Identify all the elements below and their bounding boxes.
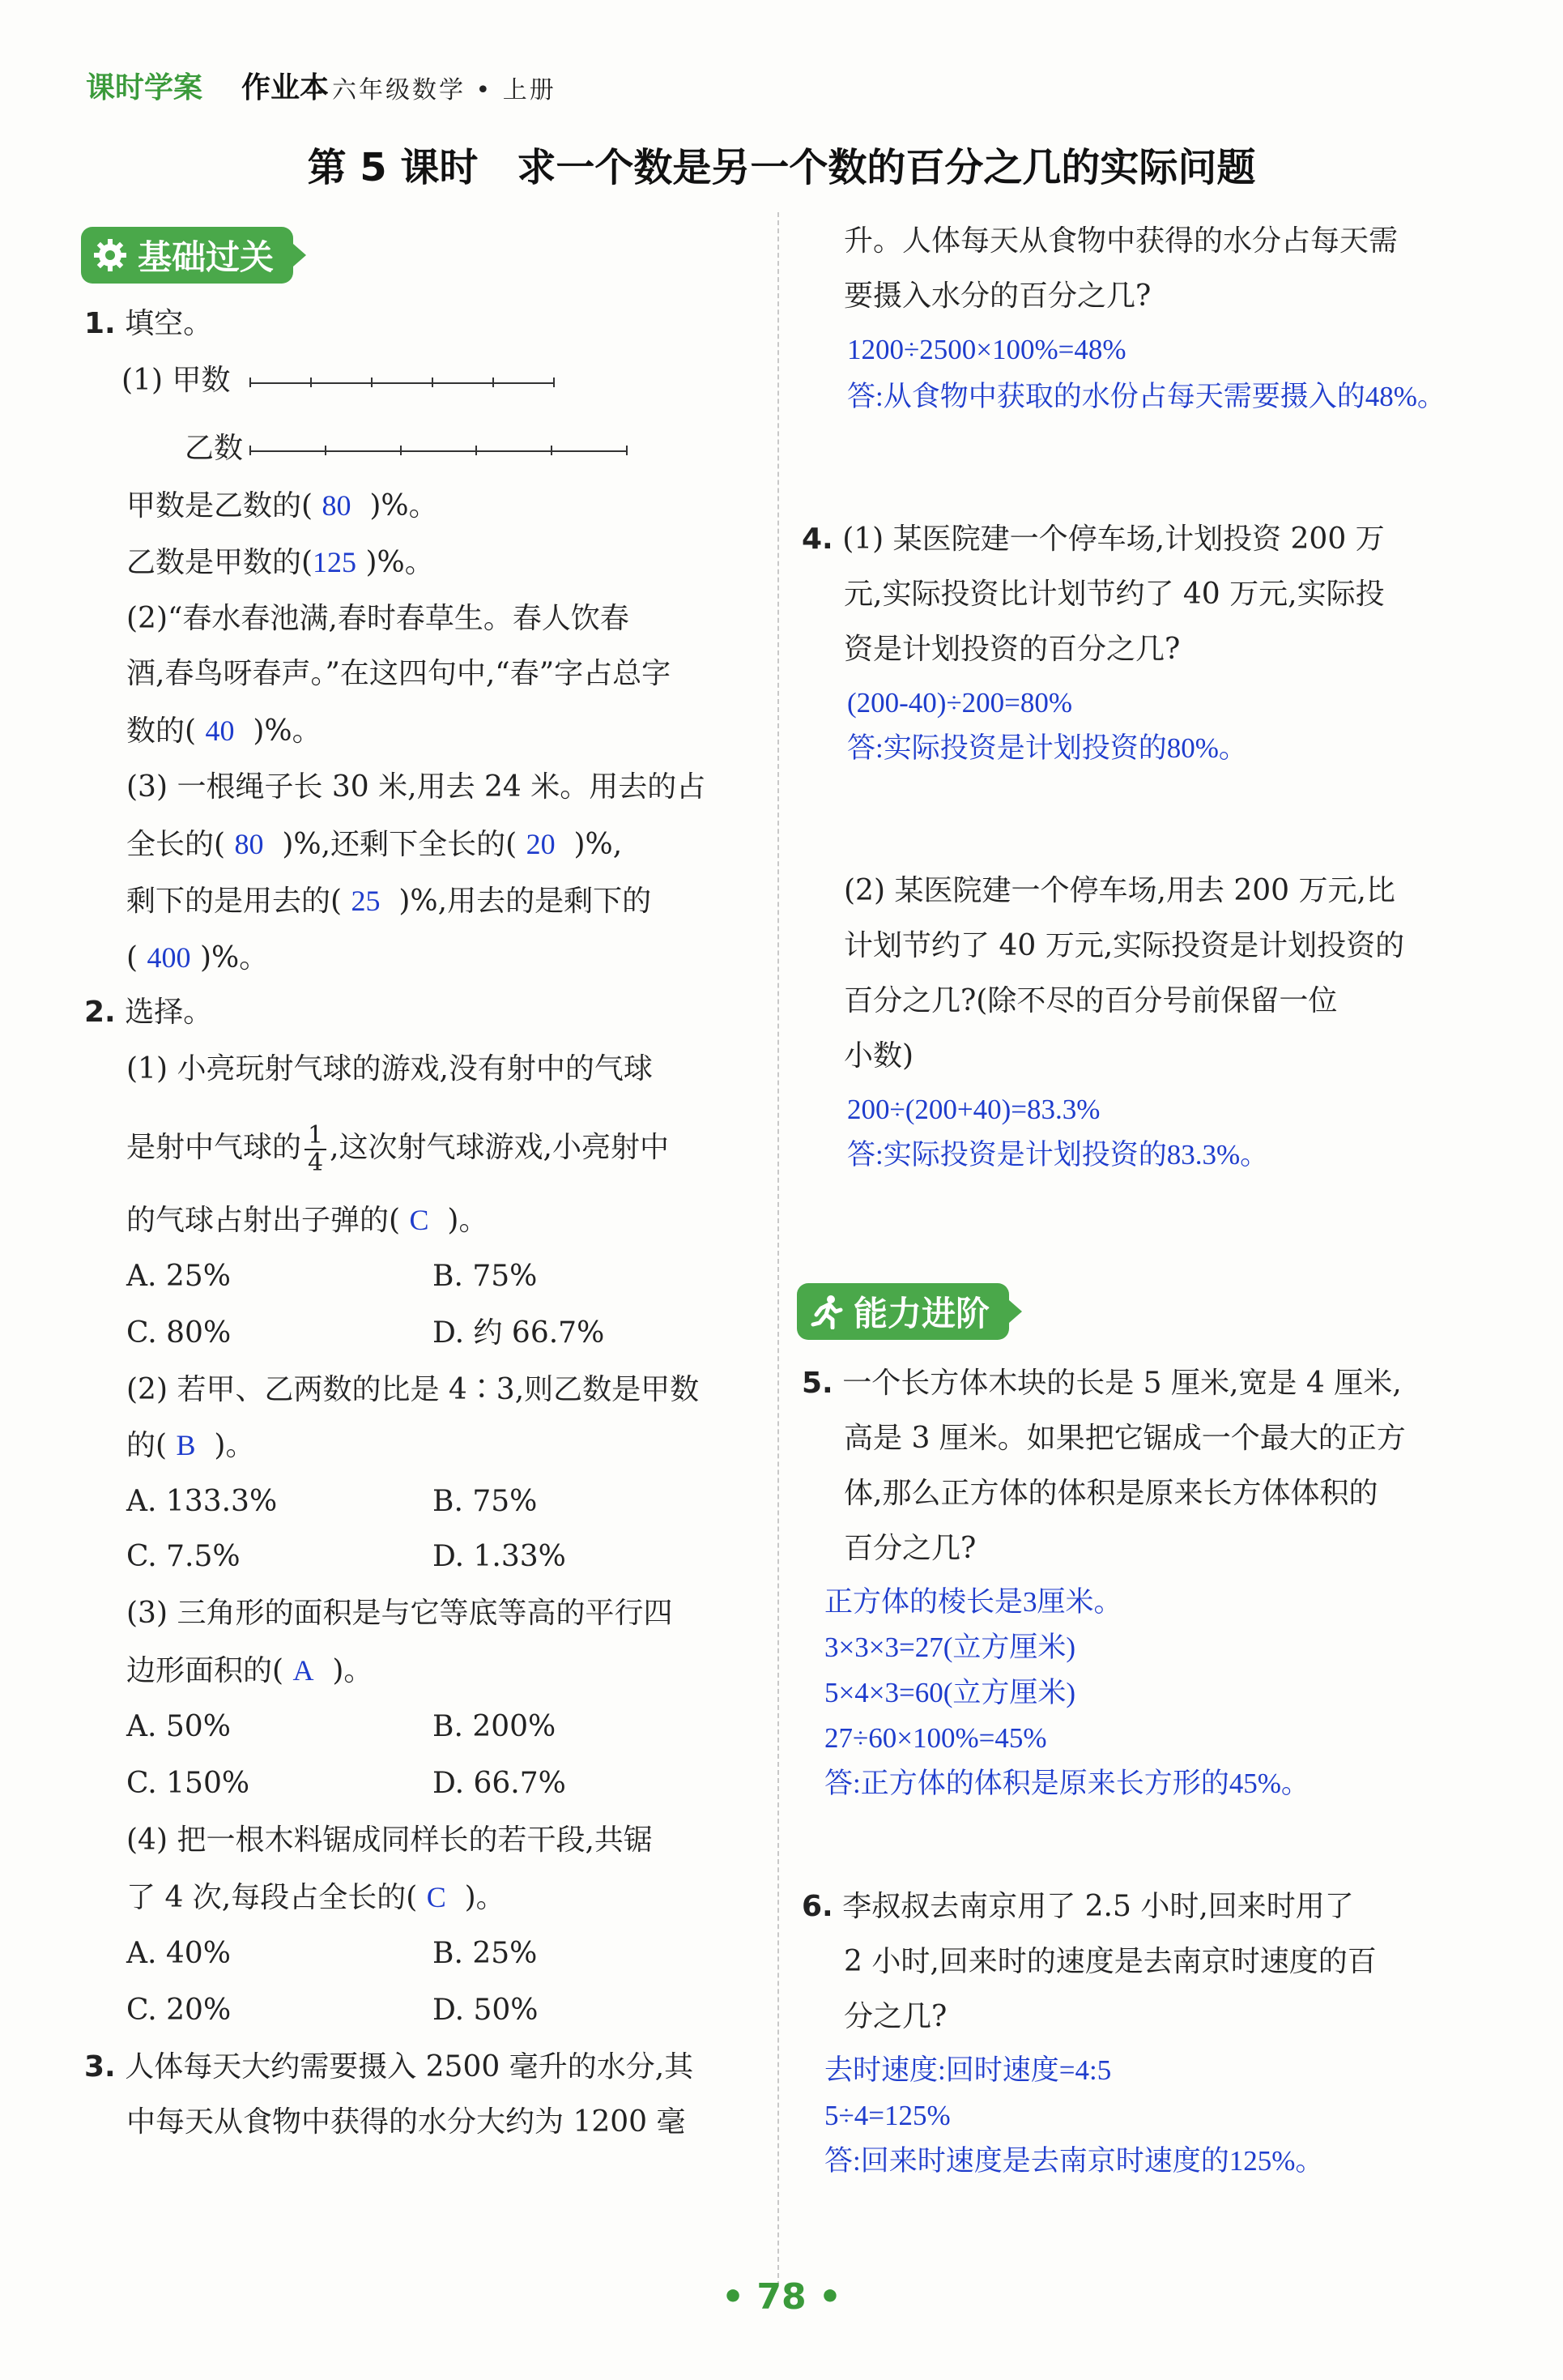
text-line bbox=[802, 522, 1385, 557]
segment-tick bbox=[551, 446, 552, 455]
text-q2-stem: 选择。 bbox=[125, 996, 213, 1029]
text-q2-s1_l3_b: )。 bbox=[447, 1204, 488, 1237]
text-q1-p3_l3_a: 剩下的是用去的( bbox=[126, 885, 343, 918]
text-q1-p3_ans4: 400 bbox=[147, 941, 191, 974]
text-q2-s4_l2_a: 了 4 次,每段占全长的( bbox=[126, 1881, 418, 1914]
text-q1-p2_l2: 酒,春鸟呀春声。”在这四句中,“春”字占总字 bbox=[126, 657, 671, 690]
text-q5-l1: 一个长方体木块的长是 5 厘米,宽是 4 厘米, bbox=[842, 1367, 1402, 1400]
segment-tick bbox=[249, 446, 251, 455]
q1-number: 1. bbox=[84, 307, 116, 340]
text-q2-s2_opts-1: B. 75% bbox=[432, 1485, 538, 1518]
q3-answer-calc: 1200÷2500×100%=48% bbox=[847, 334, 1126, 365]
text-q5-a1: 正方体的棱长是3厘米。 bbox=[824, 1586, 1122, 1618]
text-q3-l1: 人体每天大约需要摄入 2500 毫升的水分,其 bbox=[125, 2050, 694, 2084]
q1-stem: 填空。 bbox=[125, 307, 213, 340]
text-q1-p1_line1_pre: 甲数是乙数的( bbox=[126, 489, 313, 522]
text-q1-p3_l4_b: )%。 bbox=[199, 941, 269, 975]
q1-answer-1: 80 bbox=[322, 489, 351, 522]
text-q6-a1: 去时速度:回时速度=4:5 bbox=[824, 2054, 1112, 2086]
text-q4-p2_l4: 小数) bbox=[844, 1039, 914, 1073]
text-q1-p2_l3_post: )%。 bbox=[253, 714, 322, 748]
text-q2-s1_frac_den: 4 bbox=[308, 1149, 324, 1177]
text-q4-p2_l2: 计划节约了 40 万元,实际投资是计划投资的 bbox=[844, 929, 1405, 962]
text-line bbox=[802, 1366, 1402, 1401]
text-q2-s3_l2_b: )。 bbox=[332, 1654, 373, 1687]
column-divider bbox=[777, 212, 779, 2286]
text-line bbox=[126, 713, 322, 749]
text-q2-s3_opts-2: C. 150% bbox=[126, 1767, 250, 1800]
text-q1-p3_l2_b: )%,还剩下全长的( bbox=[282, 828, 517, 861]
text-q1-p3_l2_a: 全长的( bbox=[126, 828, 226, 861]
segment-tick bbox=[475, 446, 477, 455]
segment-a bbox=[249, 382, 554, 384]
segment-tick bbox=[400, 446, 402, 455]
q6-number: 6. bbox=[802, 1890, 833, 1923]
text-q6-l3: 分之几? bbox=[844, 2000, 948, 2033]
text-q2-s4_opts-3: D. 50% bbox=[432, 1994, 539, 2027]
text-line bbox=[126, 1653, 373, 1689]
q1-answer-3: 40 bbox=[205, 714, 235, 747]
text-q4-p2_l1: (2) 某医院建一个停车场,用去 200 万元,比 bbox=[844, 874, 1395, 907]
page-title: 第 5 课时 求一个数是另一个数的百分之几的实际问题 bbox=[307, 145, 1256, 190]
q1-answer-2: 125 bbox=[313, 546, 357, 578]
gear-icon bbox=[89, 234, 131, 276]
text-line bbox=[84, 306, 212, 342]
text-q4-p2_a1: 200÷(200+40)=83.3% bbox=[847, 1094, 1101, 1125]
section-label-advanced: 能力进阶 bbox=[854, 1294, 990, 1333]
text-q1-p3_l1: (3) 一根绳子长 30 米,用去 24 米。用去的占 bbox=[126, 770, 706, 804]
segment-tick bbox=[325, 446, 326, 455]
page-number: • 78 • bbox=[721, 2276, 842, 2318]
text-q1-p1_line1_post: )%。 bbox=[369, 489, 438, 522]
text-q5-a5: 答:正方体的体积是原来长方形的45%。 bbox=[824, 1768, 1310, 1799]
text-q4-p1_a1: (200-40)÷200=80% bbox=[847, 687, 1073, 719]
text-q2-s2_l2_a: 的( bbox=[126, 1429, 168, 1462]
text-q6-a3: 答:回来时速度是去南京时速度的125%。 bbox=[824, 2145, 1324, 2177]
text-q4-p1_a2: 答:实际投资是计划投资的80%。 bbox=[847, 732, 1247, 764]
text-q4-p2_l3: 百分之几?(除不尽的百分号前保留一位 bbox=[844, 984, 1338, 1017]
fraction-one-quarter bbox=[305, 1123, 326, 1176]
segment-tick bbox=[492, 377, 494, 387]
q4-number: 4. bbox=[802, 522, 833, 556]
text-q1-p2_l3_pre: 数的( bbox=[126, 714, 197, 748]
text-q2-s3_l2_a: 边形面积的( bbox=[126, 1654, 284, 1687]
segment-tick bbox=[310, 377, 312, 387]
text-q2-s2_l1: (2) 若甲、乙两数的比是 4∶3,则乙数是甲数 bbox=[126, 1373, 700, 1406]
section-badge-advanced bbox=[797, 1283, 1009, 1340]
q3-answer-text: 答:从食物中获取的水份占每天需要摄入的48%。 bbox=[847, 381, 1446, 412]
text-q1-p1_line2_post: )%。 bbox=[365, 546, 434, 579]
text-q4-p1_l3: 资是计划投资的百分之几? bbox=[844, 633, 1181, 666]
text-q5-a3: 5×4×3=60(立方厘米) bbox=[824, 1677, 1076, 1708]
text-q2-s4_opts-0: A. 40% bbox=[126, 1937, 231, 1970]
text-q1-p3_l4_a: ( bbox=[126, 941, 138, 975]
text-q2-s4_opts-2: C. 20% bbox=[126, 1994, 232, 2027]
text-q2-s2_opts-3: D. 1.33% bbox=[432, 1540, 566, 1573]
text-q2-s3_opts-3: D. 66.7% bbox=[432, 1767, 566, 1800]
text-line bbox=[126, 1123, 669, 1176]
section-label-basic: 基础过关 bbox=[138, 237, 275, 277]
text-q2-s1_frac_num: 1 bbox=[305, 1123, 326, 1150]
text-q1-p3_ans3: 25 bbox=[351, 885, 381, 917]
text-q1-p1_line2_pre: 乙数是甲数的( bbox=[126, 546, 313, 579]
text-q2-s1_l3_a: 的气球占射出子弹的( bbox=[126, 1204, 401, 1237]
text-q3-l2: 中每天从食物中获得的水分大约为 1200 毫 bbox=[126, 2105, 686, 2139]
text-q1-p3_ans1: 80 bbox=[234, 828, 264, 860]
runner-icon bbox=[805, 1290, 847, 1333]
text-line bbox=[126, 1879, 505, 1916]
text-line bbox=[126, 544, 434, 581]
text-q5-l2: 高是 3 厘米。如果把它锯成一个最大的正方 bbox=[844, 1422, 1406, 1455]
header-book: 作业本 bbox=[241, 71, 330, 104]
text-q2-s2_opts-0: A. 133.3% bbox=[126, 1485, 278, 1518]
text-line bbox=[84, 2049, 693, 2085]
text-q2-s1_opts-3: D. 约 66.7% bbox=[432, 1316, 605, 1350]
text-q1-p2_l1: (2)“春水春池满,春时春草生。春人饮春 bbox=[126, 602, 629, 635]
q2-answer-1: C bbox=[409, 1204, 429, 1236]
text-line bbox=[84, 995, 212, 1030]
text-line bbox=[126, 826, 622, 863]
q2-answer-2: B bbox=[176, 1429, 196, 1461]
text-q5-a4: 27÷60×100%=45% bbox=[824, 1722, 1047, 1754]
text-q6-l2: 2 小时,回来时的速度是去南京时速度的百 bbox=[844, 1945, 1377, 1978]
segment-tick bbox=[626, 446, 628, 455]
text-line bbox=[126, 1427, 254, 1464]
text-q2-s2_l2_b: )。 bbox=[214, 1429, 255, 1462]
segment-tick bbox=[432, 377, 433, 387]
section-badge-basic bbox=[81, 227, 293, 284]
segment-tick bbox=[249, 377, 251, 387]
text-q1-p3_l3_b: )%,用去的是剩下的 bbox=[398, 885, 652, 918]
text-q2-s1_l2_a: 是射中气球的 bbox=[126, 1131, 302, 1164]
text-q5-a2: 3×3×3=27(立方厘米) bbox=[824, 1631, 1076, 1663]
text-q4-p1_l1: (1) 某医院建一个停车场,计划投资 200 万 bbox=[842, 522, 1385, 556]
text-q1-p3_ans2: 20 bbox=[526, 828, 556, 860]
text-q2-s4_l2_b: )。 bbox=[464, 1881, 505, 1914]
q3-number: 3. bbox=[84, 2050, 116, 2084]
text-q2-s3_opts-0: A. 50% bbox=[126, 1710, 231, 1743]
text-q5-l4: 百分之几? bbox=[844, 1532, 977, 1565]
text-q2-s1_opts-2: C. 80% bbox=[126, 1316, 232, 1350]
header-grade: 六年级数学 • 上册 bbox=[332, 76, 556, 104]
segment-b bbox=[249, 450, 627, 452]
text-q1-p3_l2_c: )%, bbox=[573, 828, 623, 861]
text-q6-l1: 李叔叔去南京用了 2.5 小时,回来时用了 bbox=[842, 1890, 1354, 1923]
text-q4-p2_a2: 答:实际投资是计划投资的83.3%。 bbox=[847, 1139, 1269, 1171]
text-q2-s1_l2_b: ,这次射气球游戏,小亮射中 bbox=[330, 1131, 669, 1164]
segment-tick bbox=[371, 377, 373, 387]
text-q2-s2_opts-2: C. 7.5% bbox=[126, 1540, 241, 1573]
text-line bbox=[126, 883, 651, 919]
text-line bbox=[126, 940, 268, 976]
text-line bbox=[126, 488, 438, 524]
text-q2-s4_l1: (4) 把一根木料锯成同样长的若干段,共锯 bbox=[126, 1823, 653, 1857]
text-q5-l3: 体,那么正方体的体积是原来长方体体积的 bbox=[844, 1477, 1378, 1510]
q2-number: 2. bbox=[84, 996, 116, 1029]
text-q3-l3: 升。人体每天从食物中获得的水分占每天需 bbox=[844, 224, 1399, 258]
q1-part1-label-b: 乙数 bbox=[185, 432, 244, 465]
text-q4-p1_l2: 元,实际投资比计划节约了 40 万元,实际投 bbox=[844, 578, 1385, 611]
text-q2-s4_opts-1: B. 25% bbox=[432, 1937, 538, 1970]
text-q2-s3_opts-1: B. 200% bbox=[432, 1710, 556, 1743]
q5-number: 5. bbox=[802, 1367, 833, 1400]
q1-part1-label-a: (1) 甲数 bbox=[121, 364, 231, 397]
text-q2-s3_l1: (3) 三角形的面积是与它等底等高的平行四 bbox=[126, 1597, 673, 1630]
text-q2-s1_opts-1: B. 75% bbox=[432, 1260, 538, 1293]
header-brand: 课时学案 bbox=[86, 71, 203, 104]
text-q6-a2: 5÷4=125% bbox=[824, 2100, 951, 2131]
text-line bbox=[126, 1202, 488, 1239]
text-q2-s1_l1: (1) 小亮玩射气球的游戏,没有射中的气球 bbox=[126, 1052, 653, 1086]
text-line bbox=[802, 1889, 1354, 1925]
q2-answer-4: C bbox=[426, 1881, 446, 1913]
segment-tick bbox=[553, 377, 555, 387]
text-q3-l4: 要摄入水分的百分之几? bbox=[844, 279, 1152, 313]
text-q2-s1_opts-0: A. 25% bbox=[126, 1260, 231, 1293]
q2-answer-3: A bbox=[292, 1654, 314, 1687]
